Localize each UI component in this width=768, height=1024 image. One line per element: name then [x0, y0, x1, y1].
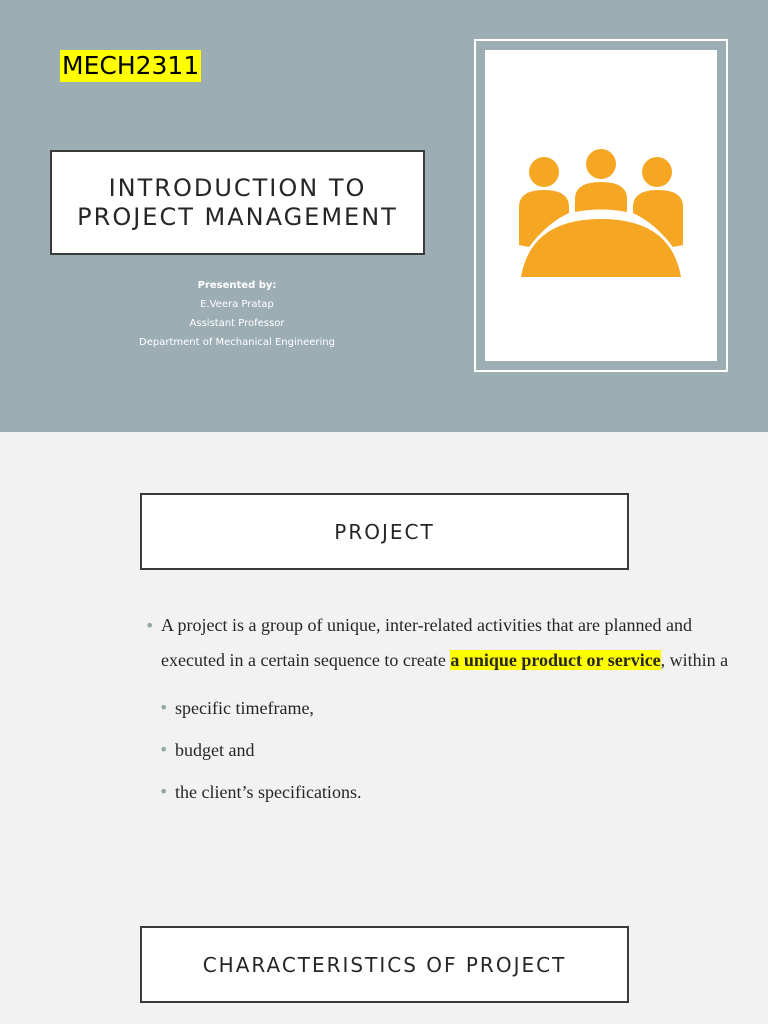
title-box: [50, 150, 425, 255]
title-slide: [0, 0, 768, 432]
presenter-name: E.Veera Pratap: [200, 299, 274, 310]
definition-text-before: A project is a group of unique, inter-related activities that are planned and executed in a certain sequence to create: [161, 615, 692, 670]
sub-item-text: budget and: [175, 740, 255, 760]
project-definition: [145, 608, 735, 804]
image-panel: [485, 50, 717, 361]
sub-item-text: the client’s specifications.: [175, 782, 362, 802]
course-code: MECH2311: [62, 51, 200, 80]
project-title-box: [140, 493, 629, 570]
bullet-icon: •: [145, 616, 155, 635]
project-heading: PROJECT: [334, 519, 435, 544]
project-slide: [0, 432, 768, 1024]
slide-title: INTRODUCTION TO PROJECT MANAGEMENT: [77, 173, 398, 231]
definition-highlight: a unique product or service: [450, 650, 661, 670]
definition-text-after: , within a: [660, 650, 729, 670]
bullet-icon: •: [159, 698, 169, 717]
list-item: [145, 738, 735, 762]
image-frame: [474, 39, 728, 372]
bullet-icon: •: [159, 782, 169, 801]
presenter-role: Assistant Professor: [189, 318, 285, 329]
presenter-department: Department of Mechanical Engineering: [139, 337, 335, 348]
definition-paragraph: [145, 608, 735, 678]
sub-item-text: specific timeframe,: [175, 698, 314, 718]
meeting-icon: [517, 147, 685, 277]
bullet-icon: •: [159, 740, 169, 759]
characteristics-title-box: [140, 926, 629, 1003]
list-item: [145, 696, 735, 720]
presenter-info: [50, 276, 424, 352]
presented-by-label: Presented by:: [197, 280, 277, 291]
characteristics-heading: CHARACTERISTICS OF PROJECT: [202, 952, 567, 977]
list-item: [145, 780, 735, 804]
